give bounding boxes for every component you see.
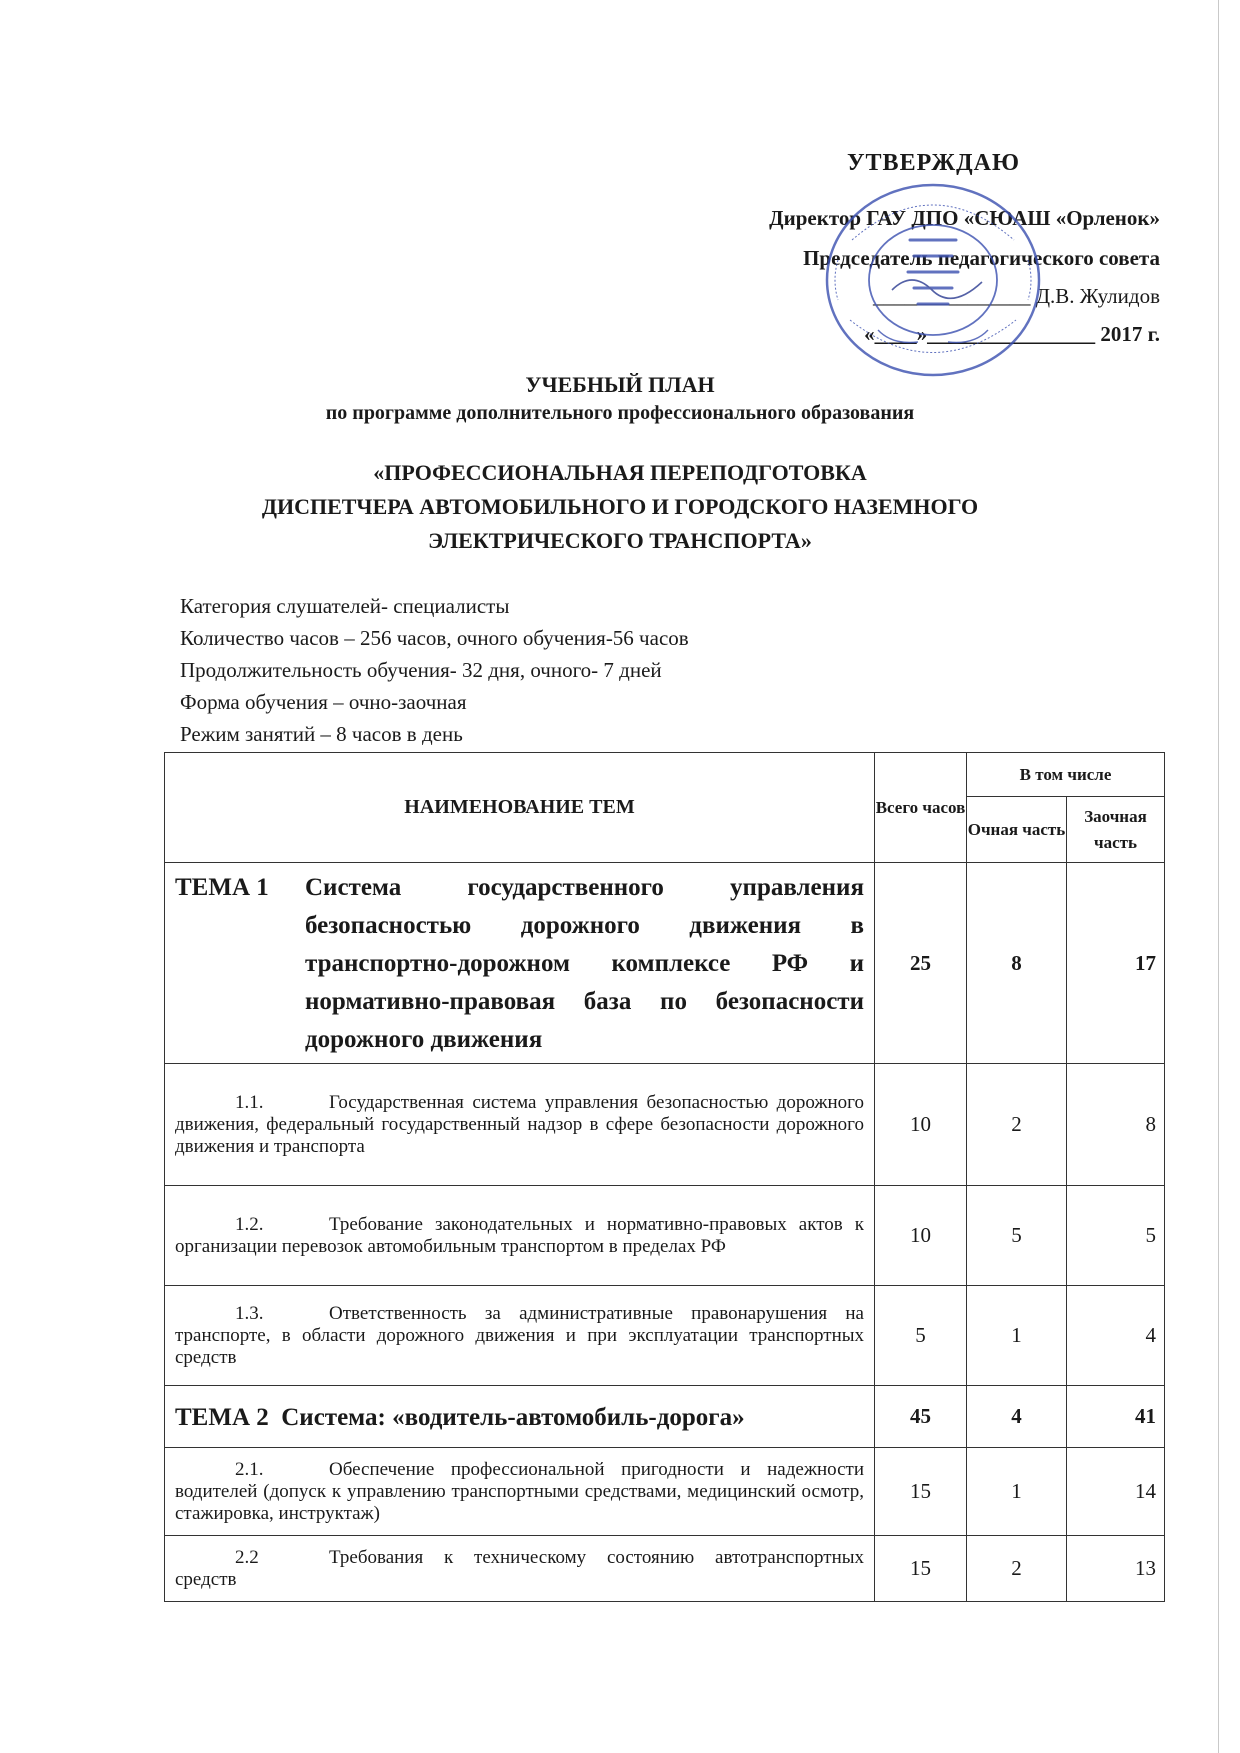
doc-subtitle: по программе дополнительного профессионального образования	[325, 402, 915, 424]
header-fulltime: Очная часть	[967, 797, 1067, 863]
subtopic-cell	[165, 1448, 875, 1536]
meta-schedule: Режим занятий – 8 часов в день	[180, 722, 463, 746]
cell-parttime: 13	[1067, 1536, 1165, 1602]
meta-duration: Продолжительность обучения- 32 дня, очного- 7 дней	[180, 658, 662, 682]
topic-number: ТЕМА 2	[175, 1403, 269, 1431]
topic-text: Система: «водитель-автомобиль-дорога»	[281, 1403, 745, 1431]
subtopic-text: Государственная система управления безопасностью дорожного движения, федеральный государственный надзор в сфере безопасности дорожного движения и транспорта	[175, 1091, 864, 1157]
cell-total: 15	[875, 1536, 967, 1602]
header-topic-names: НАИМЕНОВАНИЕ ТЕМ	[165, 753, 875, 863]
subtopic-text: Обеспечение профессиональной пригодности и надежности водителей (допуск к управлению транспортными средствами, медицинский осмотр, стажировка, инструктаж)	[175, 1458, 864, 1524]
subtopic-text: Ответственность за административные правонарушения на транспорте, в области дорожного движения и при эксплуатации транспортных средств	[175, 1302, 864, 1368]
approval-director-line: Директор ГАУ ДПО «СЮАШ «Орленок»	[769, 206, 1160, 230]
subtopic-cell	[165, 1286, 875, 1386]
cell-total: 10	[875, 1186, 967, 1286]
subtopic-text: Требование законодательных и нормативно-правовых актов к организации перевозок автомобильным транспортом в пределах РФ	[175, 1213, 864, 1257]
cell-fulltime: 1	[967, 1448, 1067, 1536]
topic-text: Система государственного управления безопасностью дорожного движения в транспортно-дорожном комплексе РФ и нормативно-правовая база по безопасности дорожного движения	[305, 874, 864, 1053]
cell-parttime: 4	[1067, 1286, 1165, 1386]
subtopic-text: Требования к техническому состоянию автотранспортных средств	[175, 1546, 864, 1590]
cell-total: 5	[875, 1286, 967, 1386]
meta-hours: Количество часов – 256 часов, очного обучения-56 часов	[180, 626, 689, 650]
cell-fulltime: 2	[967, 1536, 1067, 1602]
cell-fulltime: 2	[967, 1064, 1067, 1186]
subtopic-number: 1.1.	[235, 1091, 264, 1113]
doc-type-heading: УЧЕБНЫЙ ПЛАН	[525, 372, 715, 397]
table-row-1-2	[165, 1186, 1165, 1286]
cell-fulltime: 1	[967, 1286, 1067, 1386]
cell-parttime: 17	[1067, 863, 1165, 1064]
table-row-1-1	[165, 1064, 1165, 1186]
subtopic-cell	[165, 1186, 875, 1286]
plan-table	[164, 752, 1165, 1602]
table-row-2-1	[165, 1448, 1165, 1536]
table-row-topic-1	[165, 863, 1165, 1064]
subtopic-number: 2.2	[235, 1546, 259, 1568]
cell-parttime: 8	[1067, 1064, 1165, 1186]
cell-fulltime: 5	[967, 1186, 1067, 1286]
subtopic-number: 1.3.	[235, 1302, 264, 1324]
cell-parttime: 5	[1067, 1186, 1165, 1286]
cell-fulltime: 4	[967, 1386, 1067, 1448]
cell-total: 15	[875, 1448, 967, 1536]
subtopic-cell	[165, 1064, 875, 1186]
topic-number: ТЕМА 1	[175, 874, 269, 901]
cell-total: 25	[875, 863, 967, 1064]
program-title-line2: ДИСПЕТЧЕРА АВТОМОБИЛЬНОГО И ГОРОДСКОГО НАЗЕМНОГО	[261, 494, 979, 519]
approval-signature-line: _______________ Д.В. Жулидов	[872, 284, 1160, 308]
subtopic-cell	[165, 1536, 875, 1602]
meta-category: Категория слушателей- специалисты	[180, 594, 510, 618]
table-row-topic-2	[165, 1386, 1165, 1448]
cell-parttime: 14	[1067, 1448, 1165, 1536]
topic-cell	[165, 1386, 875, 1448]
cell-total: 10	[875, 1064, 967, 1186]
table-row-2-2	[165, 1536, 1165, 1602]
official-seal-stamp	[822, 180, 1044, 380]
cell-parttime: 41	[1067, 1386, 1165, 1448]
approval-chair-line: Председатель педагогического совета	[803, 246, 1160, 270]
header-parttime: Заочная часть	[1067, 797, 1165, 863]
page-edge-right	[1218, 0, 1219, 1753]
approval-date-line: «____»________________ 2017 г.	[864, 322, 1160, 346]
table-row-1-3	[165, 1286, 1165, 1386]
cell-fulltime: 8	[967, 863, 1067, 1064]
header-including: В том числе	[967, 753, 1165, 797]
cell-total: 45	[875, 1386, 967, 1448]
meta-form: Форма обучения – очно-заочная	[180, 690, 467, 714]
topic-cell	[165, 863, 875, 1064]
program-title-line3: ЭЛЕКТРИЧЕСКОГО ТРАНСПОРТА»	[428, 528, 812, 553]
subtopic-number: 1.2.	[235, 1213, 264, 1235]
subtopic-number: 2.1.	[235, 1458, 264, 1480]
approval-heading: УТВЕРЖДАЮ	[846, 150, 1020, 176]
table-header-row	[165, 753, 1165, 797]
header-total-hours: Всего часов	[875, 753, 967, 863]
program-title-line1: «ПРОФЕССИОНАЛЬНАЯ ПЕРЕПОДГОТОВКА	[373, 460, 867, 485]
